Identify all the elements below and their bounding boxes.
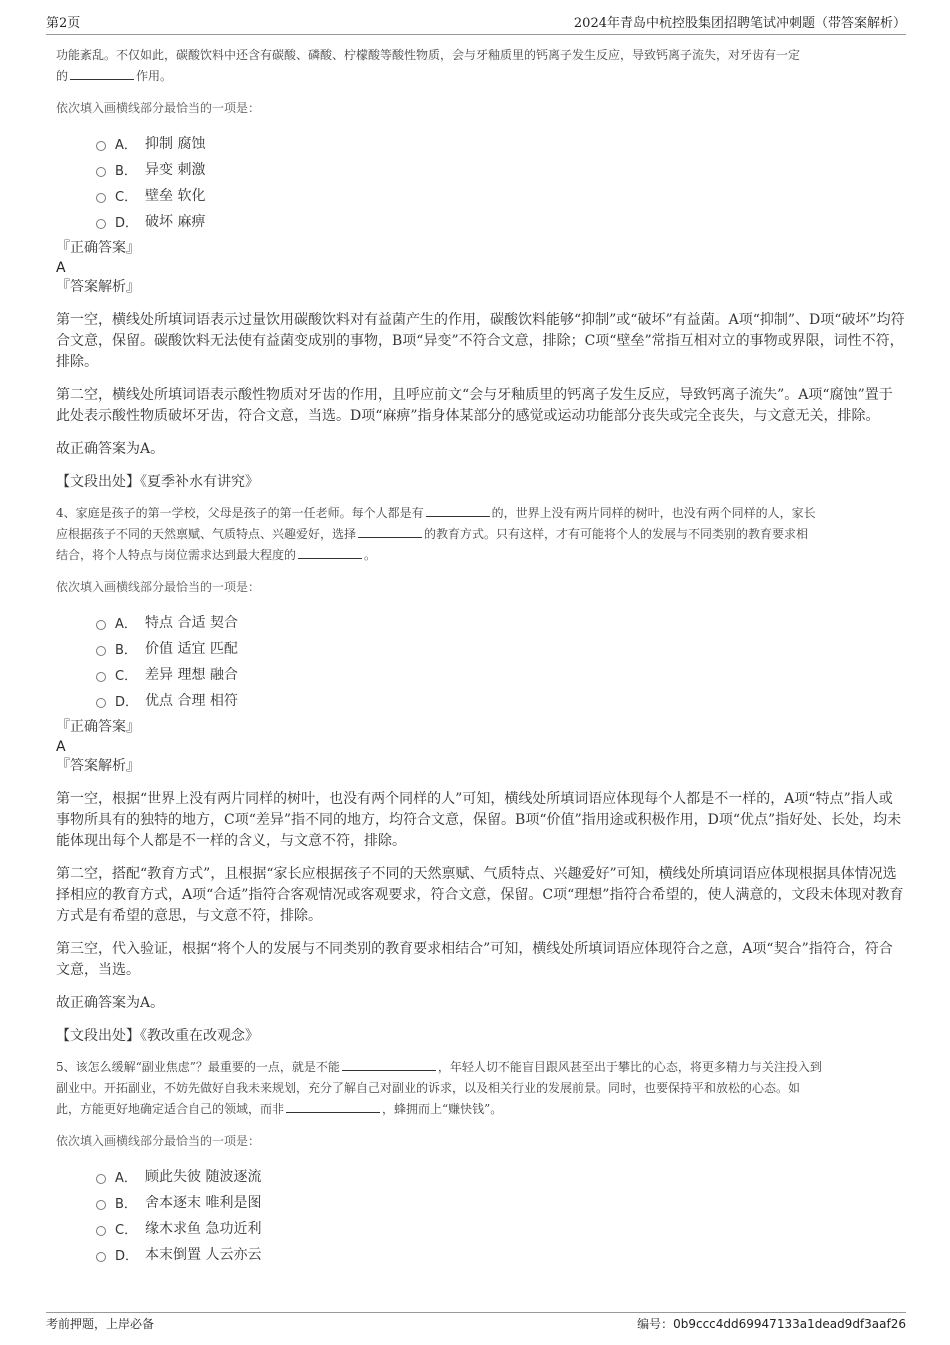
radio-icon[interactable] [96, 141, 106, 151]
q3-analysis-1: 第一空，横线处所填词语表示过量饮用碳酸饮料对有益菌产生的作用，碳酸饮料能够“抑制”或“破坏”有益菌。A项“抑制”、D项“破坏”均符合文意，保留。碳酸饮料无法使有益菌变成别的事物，B项“异变”不符合文意，排除；C项“壁垒”常指互相对立的事物或界限，词性不符，排除。 [56, 312, 905, 370]
q4-option-c[interactable]: C． 差异 理想 融合 [56, 661, 906, 687]
blank-line [70, 66, 134, 80]
q5-option-b[interactable]: B． 舍本逐末 唯利是图 [56, 1189, 906, 1215]
q5-text: 5、该怎么缓解“副业焦虑”？最重要的一点，就是不能 ，年轻人切不能盲目跟风甚至出于攀比的心态，将更多精力与关注投入到 副业中。开拓副业，不妨先做好自我未来规划，充分了解自己对副业的诉求，以及相关行业的发展前景。同时，也要保持平和放松的心态。如 此，方能更好地确定适合自己的领域，而非 ，蜂拥而上“赚快钱”。 [56, 1057, 906, 1120]
radio-icon[interactable] [96, 1252, 106, 1262]
document-title: 2024年青岛中杭控股集团招聘笔试冲刺题（带答案解析） [573, 16, 906, 31]
radio-icon[interactable] [96, 1226, 106, 1236]
q4-analysis-4: 故正确答案为A。 [56, 995, 165, 1011]
q5-option-d[interactable]: D． 本末倒置 人云亦云 [56, 1241, 906, 1267]
q3-options [56, 130, 906, 234]
document-code: 编号：0b9ccc4dd69947133a1dead9df3aaf26 [637, 1317, 906, 1331]
q5-option-c[interactable]: C． 缘木求鱼 急功近利 [56, 1215, 906, 1241]
q4-instruction: 依次填入画横线部分最恰当的一项是： [56, 580, 261, 594]
radio-icon[interactable] [96, 672, 106, 682]
blank-line [342, 1057, 436, 1071]
page-header [46, 12, 906, 35]
q3-text-line1: 功能紊乱。不仅如此，碳酸饮料中还含有碳酸、磷酸、柠檬酸等酸性物质，会与牙釉质里的钙离子发生反应，导致钙离子流失，对牙齿有一定 [56, 48, 801, 62]
q4-option-a[interactable]: A． 特点 合适 契合 [56, 609, 906, 635]
q4-analysis-label: 『答案解析』 [56, 758, 140, 774]
q4-analysis-1: 第一空，根据“世界上没有两片同样的树叶，也没有两个同样的人”可知，横线处所填词语应体现每个人都是不一样的，A项“特点”指人或事物所具有的独特的地方，C项“差异”指不同的地方，均符合文意，保留。B项“价值”指用途或积极作用，D项“优点”指好处、长处，均未能体现出每个人都是不一样的含义，与文意不符，排除。 [56, 791, 902, 849]
radio-icon[interactable] [96, 219, 106, 229]
q3-analysis-3: 故正确答案为A。 [56, 441, 165, 457]
q4-option-d[interactable]: D． 优点 合理 相符 [56, 687, 906, 713]
radio-icon[interactable] [96, 620, 106, 630]
q4-correct-label: 『正确答案』 [56, 719, 140, 735]
q4-analysis-3: 第三空，代入验证，根据“将个人的发展与不同类别的教育要求相结合”可知，横线处所填词语应体现符合之意，A项“契合”指符合，符合文意，当选。 [56, 941, 893, 978]
radio-icon[interactable] [96, 193, 106, 203]
q3-option-a[interactable]: A． 抑制 腐蚀 [56, 130, 906, 156]
q3-analysis-label: 『答案解析』 [56, 279, 140, 295]
q4-options [56, 609, 906, 713]
q3-instruction: 依次填入画横线部分最恰当的一项是： [56, 101, 261, 115]
q3-line2-post: 作用。 [136, 69, 173, 83]
blank-line [298, 545, 362, 559]
blank-line [426, 503, 490, 517]
q5-option-a[interactable]: A． 顾此失彼 随波逐流 [56, 1163, 906, 1189]
q3-analysis-2: 第二空，横线处所填词语表示酸性物质对牙齿的作用，且呼应前文“会与牙釉质里的钙离子发生反应，导致钙离子流失”。A项“腐蚀”置于此处表示酸性物质破坏牙齿，符合文意，当选。D项“麻痹”指身体某部分的感觉或运动功能部分丧失或完全丧失，与文意无关，排除。 [56, 387, 893, 424]
radio-icon[interactable] [96, 1200, 106, 1210]
q5-options [56, 1163, 906, 1267]
q4-source: 【文段出处】《教改重在改观念》 [56, 1028, 259, 1044]
q3-correct-label: 『正确答案』 [56, 240, 140, 256]
radio-icon[interactable] [96, 1174, 106, 1184]
q4-option-b[interactable]: B． 价值 适宜 匹配 [56, 635, 906, 661]
q3-line2-pre: 的 [56, 69, 69, 83]
blank-line [286, 1099, 380, 1113]
q4-correct-answer: A [56, 739, 66, 755]
page-footer [46, 1312, 906, 1332]
q3-source: 【文段出处】《夏季补水有讲究》 [56, 474, 259, 490]
radio-icon[interactable] [96, 646, 106, 656]
document-content [56, 44, 906, 1267]
q5-instruction: 依次填入画横线部分最恰当的一项是： [56, 1134, 261, 1148]
page-number: 第2页 [46, 16, 81, 31]
blank-line [358, 524, 422, 538]
q3-option-b[interactable]: B． 异变 刺激 [56, 156, 906, 182]
radio-icon[interactable] [96, 698, 106, 708]
q3-correct-answer: A [56, 260, 66, 276]
q4-text: 4、家庭是孩子的第一学校，父母是孩子的第一任老师。每个人都是有 的，世界上没有两片同样的树叶，也没有两个同样的人，家长 应根据孩子不同的天然禀赋、气质特点、兴趣爱好，选择 的教育方式。只有这样，才有可能将个人的发展与不同类别的教育要求相 结合，将个人特点与岗位需求达到最大程度的 。 [56, 503, 906, 566]
radio-icon[interactable] [96, 167, 106, 177]
q3-option-d[interactable]: D． 破坏 麻痹 [56, 208, 906, 234]
q3-option-c[interactable]: C． 壁垒 软化 [56, 182, 906, 208]
q4-analysis-2: 第二空，搭配“教育方式”，且根据“家长应根据孩子不同的天然禀赋、气质特点、兴趣爱好”可知，横线处所填词语应体现根据具体情况选择相应的教育方式，A项“合适”指符合客观情况或客观要求，符合文意，保留。C项“理想”指符合希望的，使人满意的，文段未体现对教育方式是有希望的意思，与文意不符，排除。 [56, 866, 904, 924]
footer-slogan: 考前押题，上岸必备 [46, 1317, 155, 1331]
q3-text-line2 [56, 66, 906, 87]
